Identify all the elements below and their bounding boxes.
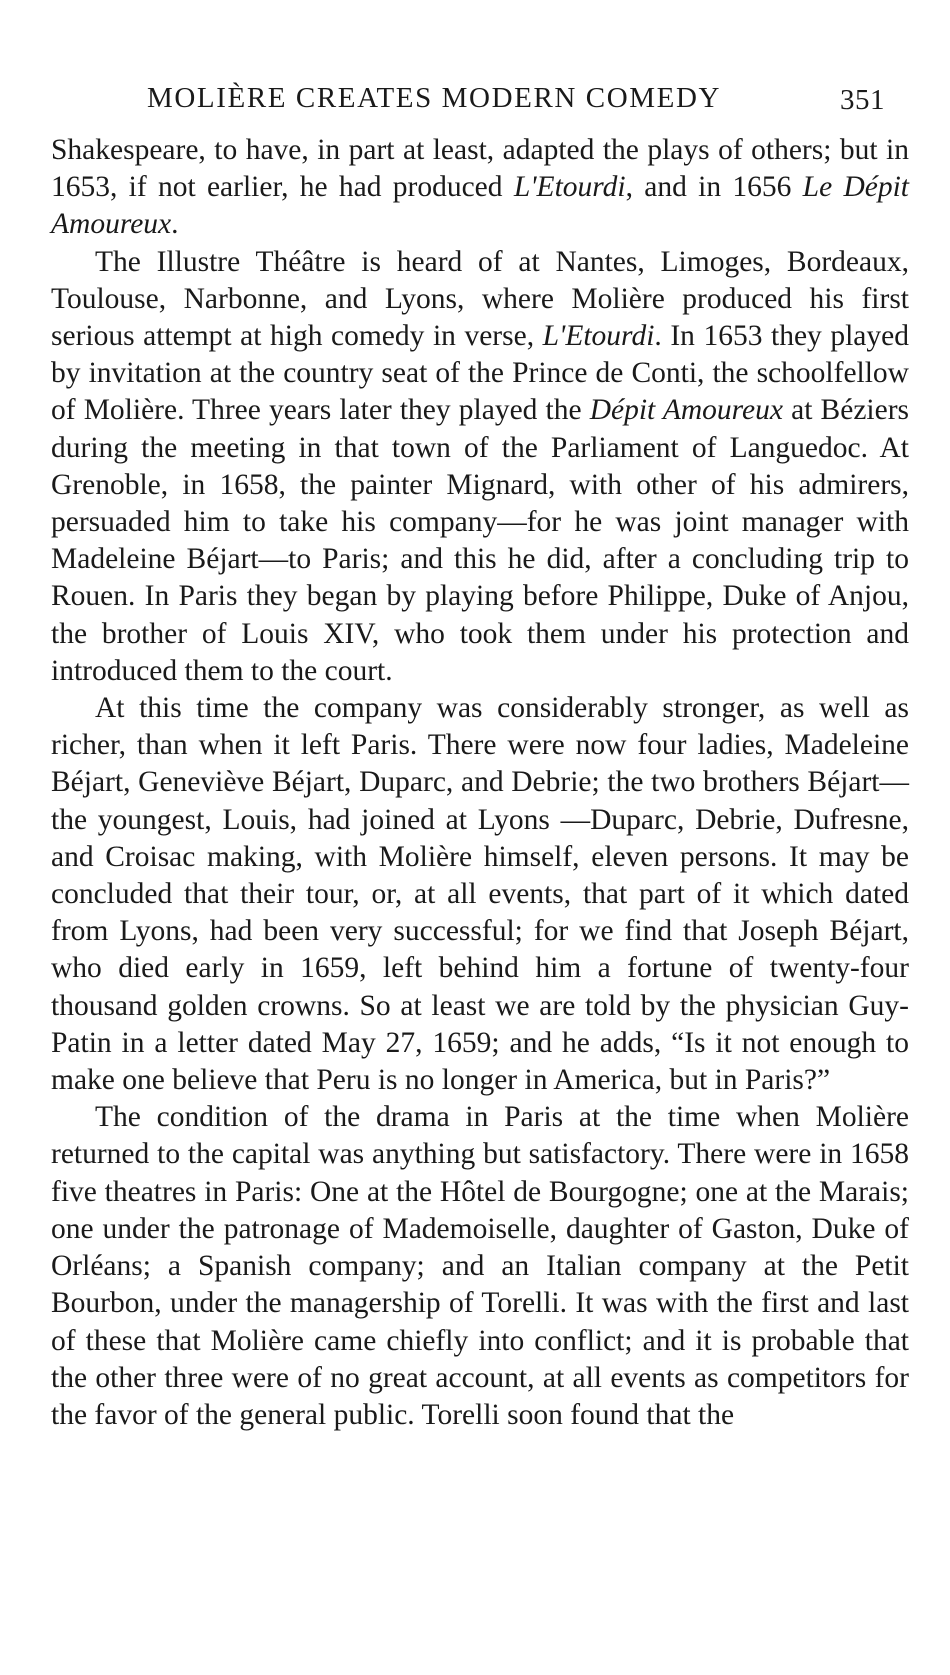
text-run: The condition of the drama in Paris at the time when Molière returned to the capital was anything but satisfactory. There were in 1658 five theatres in Paris: One at the Hôtel de Bourgogne; one at the Marais; one under the patronage of Mademoiselle, daughter of Gaston, Duke of Orléans; a Spanish company; and an Italian company at the Petit Bourbon, under the managership of Torelli. It was with the first and last of these that Molière came chiefly into conflict; and it is probable that the other three were of no great account, at all events as competitors for the favor of the general public. Torelli soon found that the xyxy=(51,1101,909,1431)
text-run: . In 1653 they played by invitation at the country seat of the Prince de Conti, the schoolfellow of Molière. Three years later they played the xyxy=(51,320,909,427)
italic-title: Dépit Amoureux xyxy=(589,394,783,427)
paragraph xyxy=(51,132,909,244)
paragraph xyxy=(51,690,909,1099)
text-run: At this time the company was considerably stronger, as well as richer, than when it left Paris. There were now four ladies, Madeleine Béjart, Geneviève Béjart, Duparc, and Debrie; the two brothers Béjart—the youngest, Louis, had joined at Lyons —Duparc, Debrie, Dufresne, and Croisac making, with Molière himself, eleven persons. It may be concluded that their tour, or, at all events, that part of it which dated from Lyons, had been very successful; for we find that Joseph Béjart, who died early in 1659, left behind him a fortune of twenty-four thousand golden crowns. So at least we are told by the physician Guy-Patin in a letter dated May 27, 1659; and he adds, “Is it not enough to make one believe that Peru is no longer in America, but in Paris?” xyxy=(51,692,909,1097)
running-title: MOLIÈRE CREATES MODERN COMEDY xyxy=(147,82,722,114)
paragraph xyxy=(51,244,909,690)
italic-title: L'Etourdi xyxy=(542,320,655,353)
page-number: 351 xyxy=(840,84,885,116)
text-run: , and in 1656 xyxy=(625,171,803,204)
text-run: Shakespeare, to have, in part at least, adapted the plays of others; but in 1653, if not earlier, he had produced xyxy=(51,134,909,204)
running-head xyxy=(51,72,909,124)
italic-title: Le Dépit Amoureux xyxy=(51,171,909,241)
body-text xyxy=(51,132,909,1434)
book-page xyxy=(51,72,909,1434)
paragraph xyxy=(51,1099,909,1434)
text-run: at Béziers during the meeting in that town of the Parliament of Languedoc. At Grenoble, in 1658, the painter Mignard, with other of his admirers, persuaded him to take his company—for he was joint manager with Madeleine Béjart—to Paris; and this he did, after a concluding trip to Rouen. In Paris they began by playing before Philippe, Duke of Anjou, the brother of Louis XIV, who took them under his protection and introduced them to the court. xyxy=(51,394,910,687)
italic-title: L'Etourdi xyxy=(513,171,626,204)
text-run: The Illustre Théâtre is heard of at Nantes, Limoges, Bordeaux, Toulouse, Narbonne, and Lyons, where Molière produced his first serious attempt at high comedy in verse, xyxy=(51,245,909,353)
text-run: . xyxy=(171,208,179,241)
